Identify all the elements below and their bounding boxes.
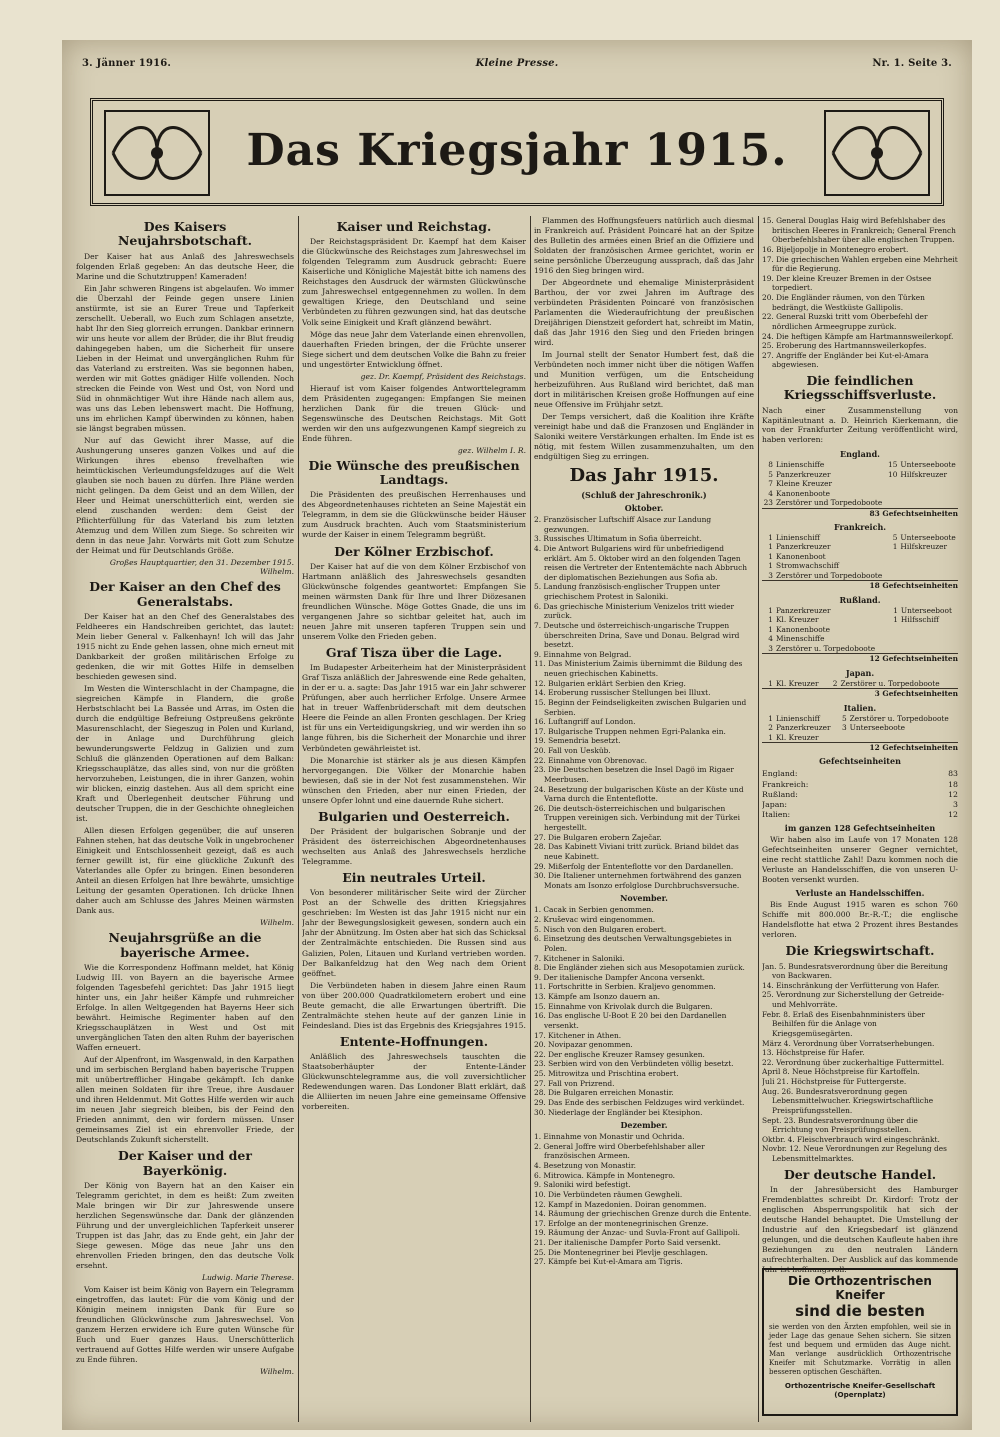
table-cell: Linienschiff [776,533,820,542]
table-row [762,625,958,634]
newspaper-page [62,40,972,1430]
table-cell [901,644,958,654]
table-cell: Zerstörer u. Torpedoboote [840,678,940,688]
list-item: 16. Das englische U-Boot E 20 bei den Dardanellen versenkt. [534,1011,727,1030]
table-cell: Zerstörer u. Torpedoboote [849,713,949,723]
table-cell [886,552,900,561]
table-total-row [762,654,958,664]
table-cell: 12 [948,809,958,819]
list-item: 9. Saloniki wird befestigt. [534,1180,631,1190]
table-cell: Unterseeboote [849,723,906,733]
list-item: 14. Räumung der griechischen Grenze durch die Entente. [534,1209,752,1219]
column-rule [530,216,531,1422]
table-cell: 2 [832,678,838,688]
table-cell: 1 [893,615,898,625]
table-row [762,644,958,654]
list-item: 16. Bijeljopolje in Montenegro erobert. [762,244,909,254]
article-paragraph: Flammen des Hoffnungsfeuers natürlich auch diesmal in Frankreich auf. Präsident Poincaré hat an der Spitze des Bulletin des armées einen Brief an die Offiziere und Soldaten der französischen Armee gerichtet, worin er seine persönliche Überzeugung aussprach, daß das Jahr 1916 den Sieg bringen wird. [534,216,754,276]
list-item: 29. Mißerfolg der Ententeflotte vor den Dardanellen. [534,861,734,871]
list-item: 20. Fall von Uesküb. [534,746,611,756]
page-title: Das Kriegsjahr 1915. [246,125,788,176]
list-item: 30. Die Italiener unternehmen fortwährend des ganzen Monats am Isonzo erfolglose Durchbruchsversuche. [534,871,742,890]
table-cell [886,561,900,570]
article-paragraph: Nach einer Zusammenstellung von Kapitänleutnant a. D. Heinrich Kierkemann, die von der Frankfurter Zeitung veröffentlicht wird, haben verloren: [762,405,958,445]
article-paragraph: Ein Jahr schweren Ringens ist abgelaufen. Wo immer die Überzahl der Feinde gegen unsere Linien anstürmte, ist sie an Eurer Treue und Tapferkeit zerschellt. Ueberall, wo Euch zum Schlagen ansetzte, habt Ihr den Sieg glorreich errungen. Dankbar erinnern wir uns heute vor allem der Brüder, die ihr Blut freudig dahingegeben haben, um die Sicherheit für unsere Lieben in der Heimat und unvergänglichen Ruhm für das Vaterland zu erstreiten. Was sie begonnen haben, werden wir mit Gottes gnädiger Hilfe vollenden. Noch strecken die Feinde von West und Ost, von Nord und Süd in ohnmächtiger Wut ihre Hände nach allem aus, was uns das Leben lebenswert macht. Die Hoffnung, uns im ehrlichen Kampf überwinden zu können, haben sie längst begraben müssen. [76,283,294,434]
table-cell: Kleine Kreuzer [776,479,833,489]
table-cell [901,625,958,634]
table-cell: 1 [768,533,773,542]
table-cell: 2 [768,723,773,733]
list-item: Novbr. 12. Neue Verordnungen zur Regelung des Lebensmittelmarktes. [762,1144,947,1164]
ad-body: sie werden von den Ärzten empfohlen, weil sie in jeder Lage das genaue Sehen sichern. Sie sitzen fest und bequem und ermüden das Auge nicht. Man verlange ausdrücklich Orthozentrische Kneifer mit Schutzmarke. Vorrätig in allen besseren optischen Geschäften. [769,1323,951,1377]
article-paragraph: Im Westen die Winterschlacht in der Champagne, die siegreichen Kämpfe in Flandern, die große Herbstschlacht bei La Bassée und Arras, im Osten die durch die endgültige Befreiung Ostpreußens gekrönte Masurenschlacht, der Siegeszug in Polen und Kurland, der in Anlage und Durchführung gleich bewunderungswerte Feldzug in Galizien und zum Schluß die glänzenden Operationen auf dem Balkan: Kriegsschauplätze, das alles sind, von nur die größten hervorzuheben, Leistungen, die in ihrer Ganzen, wohin wir blicken, einzig dastehen. Aus all dem spricht eine Kraft und Überlegenheit deutscher Führung und deutscher Truppen, die in der Geschichte ohnegleichen ist. [76,684,294,824]
article-paragraph: Der Präsident der bulgarischen Sobranje und der Präsident des österreichischen Abgeordnetenhauses wechselten aus Anlaß des Jahreswechsels herzliche Telegramme. [302,826,526,867]
list-item: 23. Serbien wird von den Verbündeten völlig besetzt. [534,1059,734,1069]
table-cell: 15 [888,460,898,470]
column-1 [76,216,294,1422]
list-item: 15. Beginn der Feindseligkeiten zwischen Bulgarien und Serbien. [534,697,747,717]
table-cell: 1 [768,542,773,552]
article-paragraph: Der Temps versichert, daß die Koalition ihre Kräfte vereinigt habe und daß die Franzosen und Engländer in Saloniki weitere Verstärkungen erhalten. Im Ende ist es nötig, mit festem Willen zusammenzuhalten, um den endgültigen Sieg zu erringen. [534,412,754,462]
table-cell: Kanonenboot [776,551,826,561]
article-paragraph: Allen diesen Erfolgen gegenüber, die auf unseren Fahnen stehen, hat das deutsche Volk in ungebrochener Einigkeit und Entschlossenheit gezeigt, daß es auch ferner gewillt ist, für eine glückliche Zukunft des Vaterlandes alle Opfer zu bringen. Einen besonderen Anteil an diesen Erfolgen hat Ihre bewährte, umsichtige Leitung der gesamten Operationen. Ich drücke Ihnen daher auch am Schlusse des Jahres Meinen wärmsten Dank aus. [76,826,294,916]
table-row [762,769,958,779]
table-row [762,489,958,498]
table-cell: Stromwachschiff [776,561,839,571]
list-item: 22. General Ruzski tritt vom Oberbefehl der nördlichen Armeegruppe zurück. [762,312,928,331]
ad-subtitle: sind die besten [795,1302,925,1320]
table-row [762,561,958,570]
table-total: 18 Gefechtseinheiten [762,581,958,591]
list-item: 6. Mitrowica. Kämpfe in Montenegro. [534,1170,676,1180]
table-cell: England: [762,769,798,779]
signature: gez. Dr. Kaempf, Präsident des Reichstags. [360,371,526,381]
article-paragraph: Der Kaiser hat aus Anlaß des Jahreswechsels folgenden Erlaß gegeben: An das deutsche Heer, die Marine und die Schutztruppen! Kameraden! [76,251,294,281]
table-cell: 1 [768,713,773,723]
table-total: 3 Gefechtseinheiten [762,689,958,699]
table-cell: Hilfskreuzer [900,542,948,552]
table-cell [887,644,901,654]
list-item: April 8. Neue Höchstpreise für Kartoffeln. [762,1067,920,1077]
month-heading: November. [620,893,668,904]
article-paragraph: Die Verbündeten haben in diesem Jahre einen Raum von über 200.000 Quadratkilometern erobert und eine Beute gemacht, die alle Erwartungen übertrifft. Die Zentralmächte stehen heute auf der ganzen Linie in Feindesland. Dies ist das Ergebnis des Kriegsjahres 1915. [302,980,526,1030]
list-item: 22. Einnahme von Obrenovac. [534,755,647,765]
chronicle-list [762,216,958,370]
ship-loss-table [762,533,958,591]
list-item: Febr. 8. Erlaß des Eisenbahnministers über Beihilfen für die Anlage von Kriegsgemüsegärten. [762,1009,925,1038]
ship-loss-table [762,460,958,518]
ornament-icon [823,109,931,197]
table-cell: Zerstörer und Torpedoboote [776,498,883,508]
list-item: 12. Bulgarien erklärt Serbien den Krieg. [534,678,686,688]
signature: Ludwig. Marie Therese. [201,1273,294,1283]
list-item: Oktbr. 4. Fleischverbrauch wird eingeschränkt. [762,1134,940,1144]
table-cell: Unterseeboot [900,605,952,615]
article-heading: Der Kölner Erzbischof. [334,543,494,559]
table-cell: Japan: [762,799,788,809]
table-row [762,498,958,508]
article-paragraph: Die Präsidenten des preußischen Herrenhauses und des Abgeordnetenhauses richteten an Seine Majestät ein Telegramm, in dem sie die Glückwünsche beider Häuser zum Ausdruck brachten. Auch vom Staatsministerium wurde der Kaiser in einem Telegramm begrüßt. [302,490,526,540]
table-row [762,800,958,810]
table-row [762,533,958,542]
article-heading: Der Kaiser an den Chef des Generalstabs. [89,579,281,609]
table-cell: Zerstörer und Torpedoboote [776,570,883,580]
list-item: 17. Die griechischen Wahlen ergeben eine Mehrheit für die Regierung. [762,254,958,274]
article-paragraph: Im Budapester Arbeiterheim hat der Ministerpräsident Graf Tisza anläßlich der Jahreswende eine Rede gehalten, in der er u. a. sagte: Das Jahr 1915 war ein Jahr schwerer Prüfungen, aber auch herrlicher Erfolge. Unsere Armee hat in treuer Waffenbrüderschaft mit dem deutschen Heere die Feinde an allen Fronten geschlagen. Der Krieg ist für uns ein Verteidigungskrieg, und wir werden ihn so lange führen, bis die Sicherheit der Monarchie und ihrer Verbündeten gewährleistet ist. [302,663,526,753]
masthead [90,98,944,206]
article-paragraph: Vom Kaiser ist beim König von Bayern ein Telegramm eingetroffen, das lautet: Für die vom König und der Königin meinem innigsten Dank für Eure so freundlichen Glückwünsche zum Jahreswechsel. Von ganzem Herzen erwidere ich Eure guten Wünsche für Euch und Euer ganzes Haus. Unerschütterlich vertrauend auf Gottes Hilfe werden wir unsere Aufgabe zu Ende führen. [76,1285,294,1365]
article-heading: Der Kaiser und der Bayerkönig. [118,1148,252,1178]
list-item: 25. Eroberung des Hartmannsweilerkopfes. [762,341,927,351]
table-cell [886,571,900,581]
ornament-icon [103,109,211,197]
issue-number: Nr. 1. Seite 3. [872,58,952,69]
list-item: 6. Das griechische Ministerium Venizelos tritt wieder zurück. [534,601,734,621]
column-rule [298,216,299,1422]
list-item: 22. Verordnung über zuckerhaltige Futtermittel. [762,1057,945,1067]
article-heading: Des Kaisers Neujahrsbotschaft. [118,219,252,249]
table-cell: 23 [763,498,773,508]
table-cell [900,561,958,570]
list-item: 5. Nisch von den Bulgaren erobert. [534,924,667,934]
list-item: 3. Russisches Ultimatum in Sofia überreicht. [534,534,702,544]
list-item: 27. Kämpfe bei Kut-el-Amara am Tigris. [534,1257,683,1267]
article-paragraph: Die Monarchie ist stärker als je aus diesen Kämpfen hervorgegangen. Die Völker der Monarchie haben bewiesen, daß sie in der Not fest zusammenstehen. Wir wünschen den Frieden, aber nur einen Frieden, der unsere Opfer lohnt und eine dauernde Ruhe sichert. [302,755,526,805]
article-paragraph: Von besonderer militärischer Seite wird der Zürcher Post an der Schwelle des dritten Kriegsjahres geschrieben: Im Westen ist das Jahr 1915 nicht nur ein Jahr der Bewegungslosigkeit gewesen, sondern auch ein Jahr der Abnützung. Im Osten aber hat sich das Schicksal der Zentralmächte entschieden. Die Russen sind aus Galizien, Polen, Litauen und Kurland vertrieben worden. Der Balkanfeldzug hat den Weg nach dem Orient geöffnet. [302,888,526,978]
table-cell [887,625,901,634]
list-item: 28. Die Bulgaren erreichen Monastir. [534,1088,674,1098]
table-cell: 1 [768,732,773,742]
list-item: 20. Die Engländer räumen, von den Türken bedrängt, die Westküste Gallipolis. [762,293,925,312]
table-row [762,571,958,581]
table-total: 12 Gefechtseinheiten [762,654,958,664]
chronicle-list [534,905,754,1117]
table-cell: Kl. Kreuzer [776,615,819,625]
article-paragraph: Anläßlich des Jahreswechsels tauschten die Staatsoberhäupter der Entente-Länder Glückwunschtelegramme aus, die voll zuversichtlicher Redewendungen waren. Das Londoner Blatt erklärt, daß die Alliierten im neuen Jahre eine gemeinsame Offensive vorbereiten. [302,1052,526,1112]
nation-heading: Italien. [843,702,877,713]
list-item: 26. Die deutsch-österreichischen und bulgarischen Truppen vereinigen sich. Verbindung mit der Türkei hergestellt. [534,803,740,833]
table-cell: Panzerkreuzer [776,542,831,552]
economy-list [762,962,958,1164]
table-cell [900,498,958,508]
article-heading: Die feindlichen Kriegsschiffsverluste. [783,373,937,403]
list-item: 7. Kitchener in Saloniki. [534,953,625,963]
list-item: 14. Eroberung russischer Stellungen bei Illuxt. [534,688,711,698]
list-item: 19. Der kleine Kreuzer Bremen in der Ostsee torpediert. [762,273,932,293]
table-row [762,606,958,615]
table-cell: 1 [768,605,773,615]
list-item: 29. Das Ende des serbischen Feldzuges wird verkündet. [534,1097,745,1107]
ship-loss-table [762,714,958,753]
list-item: 1. Cacak in Serbien genommen. [534,905,654,915]
table-cell: 10 [888,469,898,479]
list-item: 30. Niederlage der Engländer bei Ktesiphon. [534,1107,703,1117]
table-row [762,810,958,820]
list-item: 25. Die Montenegriner bei Plevlje geschlagen. [534,1247,708,1257]
list-item: März 4. Verordnung über Vorratserhebungen. [762,1038,935,1048]
table-cell: 7 [768,479,773,489]
list-item: 2. Kruševac wird eingenommen. [534,915,656,925]
list-item: 6. Einsetzung des deutschen Verwaltungsgebietes in Polen. [534,934,732,953]
subheading: Verluste an Handelsschiffen. [795,888,925,899]
advertisement [762,1268,958,1416]
table-cell [900,479,958,488]
table-cell: Rußland: [762,789,798,799]
article-heading: Graf Tisza über die Lage. [325,645,503,660]
article-paragraph: Der Kaiser hat auf die von dem Kölner Erzbischof von Hartmann anläßlich des Jahreswechsels gesandten Glückwünsche folgendes geantwortet: Empfangen Sie meinen wärmsten Dank für Ihre und Ihrer Diözesanen freundlichen Wünsche. Möge Gottes Gnade, die uns im vergangenen Jahre so sichtbar geleitet hat, auch im neuen Jahre mit unseren tapferen Truppen sein und unserem Volke den Frieden geben. [302,561,526,641]
table-row [762,479,958,488]
nation-heading: Rußland. [839,594,881,605]
list-item: 25. Verordnung zur Sicherstellung der Getreide- und Mehlvorräte. [762,990,945,1010]
list-item: 7. Deutsche und österreichisch-ungarische Truppen überschreiten Drina, Save und Donau. Belgrad wird besetzt. [534,620,740,650]
table-row [762,714,958,723]
list-item: 15. Einnahme von Krivolak durch die Bulgaren. [534,1001,713,1011]
list-item: 13. Höchstpreise für Hafer. [762,1048,865,1058]
ship-loss-table [762,606,958,664]
article-paragraph: Wir haben also im Laufe von 17 Monaten 128 Gefechtseinheiten unserer Gegner vernichtet, eine recht stattliche Zahl! Dazu kommen noch die Verluste an Handelsschiffen, die von unseren U-Booten versenkt wurden. [762,835,958,885]
month-heading: Dezember. [620,1120,668,1131]
table-row [762,634,958,643]
list-item: 16. Luftangriff auf London. [534,717,636,727]
table-cell: Panzerkreuzer [776,723,831,733]
article-paragraph: In der Jahresübersicht des Hamburger Fremdenblattes schreibt Dr. Kirdorf: Trotz der englischen Absperrungspolitik hat sich der deutsche Handel behauptet. Die Umstellung der Industrie auf den Kriegsbedarf ist glänzend gelungen, und die deutschen Kaufleute haben ihre Beziehungen zu den neutralen Ländern aufrechterhalten. Der Ausblick auf das kommende Jahr ist hoffnungsvoll. [762,1185,958,1275]
article-paragraph: Der Abgeordnete und ehemalige Ministerpräsident Barthou, der vor zwei Jahren im Auftrage des verbündeten Präsidenten Poincaré von französischen Parlamenten die Wiederaufrichtung der preußischen Dreijährigen Dienstzeit gefordert hat, schreibt im Matin, daß das Jahr 1916 den Sieg und den Frieden bringen wird. [534,278,754,348]
list-item: 27. Angriffe der Engländer bei Kut-el-Amara abgewiesen. [762,350,929,370]
article-paragraph: Möge das neue Jahr dem Vaterlande einen ehrenvollen, dauerhaften Frieden bringen, der die Früchte unserer Siege sichert und dem deutschen Volke die Bahn zu freier und ungestörter Entwicklung öffnet. [302,329,526,369]
table-cell: 1 [768,561,773,571]
article-heading: Kaiser und Reichstag. [336,219,492,234]
table-row [762,460,958,469]
list-item: 13. Kämpfe am Isonzo dauern an. [534,992,661,1002]
table-cell: 1 [893,605,898,615]
table-cell: Italien: [762,809,791,819]
table-cell [887,634,901,643]
table-row [762,733,958,743]
article-heading: Ein neutrales Urteil. [342,870,486,886]
table-cell: 3 [768,570,773,580]
list-item: 14. Einschränkung der Verfütterung von Hafer. [762,980,940,990]
list-item: 25. Mitrowitza und Prischtina erobert. [534,1069,679,1079]
table-cell: Minenschiffe [776,634,825,644]
table-cell: Frankreich: [762,779,809,789]
table-cell: Linienschiff [776,713,820,723]
table-cell: 4 [768,634,773,644]
table-row [762,679,958,689]
table-row [762,780,958,790]
table-cell: Unterseeboote [900,460,956,470]
table-cell: Kl. Kreuzer [776,678,819,688]
column-2 [302,216,526,1422]
columns [76,216,958,1422]
list-item: Juli 21. Höchstpreise für Futtergerste. [762,1077,907,1087]
table-total-row [762,581,958,591]
list-item: Sept. 23. Bundesratsverordnung über die Errichtung von Preisprüfungsstellen. [762,1115,918,1135]
table-cell [900,552,958,561]
column-rule [758,216,759,1422]
table-row [762,552,958,561]
table-cell: Hilfsschiff [900,615,939,625]
chronicle-heading: Das Jahr 1915. [569,465,719,487]
table-row [762,542,958,551]
list-item: 15. General Douglas Haig wird Befehlshaber des britischen Heeres in Frankreich; General French Oberbefehlshaber über alle englischen Truppen. [762,216,956,245]
table-total-row [762,508,958,518]
ship-loss-table [762,679,958,699]
table-cell [901,634,958,643]
table-cell: 1 [768,615,773,625]
table-cell: 3 [953,799,958,809]
running-head [82,58,952,76]
list-item: 24. Die heftigen Kämpfe am Hartmannsweilerkopf. [762,331,954,341]
table-cell: 1 [768,678,773,688]
signature: Wilhelm. [260,918,294,928]
table-cell: 5 [841,713,847,723]
table-cell [900,571,958,581]
list-item: 24. Besetzung der bulgarischen Küste an der Küste und Varna durch die Ententeflotte. [534,784,744,804]
article-heading: Entente-Hoffnungen. [339,1033,489,1049]
table-cell [900,489,958,498]
table-cell: Unterseeboote [900,533,956,542]
article-heading: Die Wünsche des preußischen Landtags. [308,457,520,488]
table-cell: Hilfskreuzer [900,469,948,479]
list-item: 27. Die Bulgaren erobern Zaječar. [534,832,662,842]
table-total: 83 Gefechtseinheiten [762,508,958,518]
list-item: 23. Die Deutschen besetzen die Insel Dagö im Rigaer Meerbusen. [534,765,734,784]
column-3 [534,216,754,1422]
article-paragraph: Der Kaiser hat an den Chef des Generalstabes des Feldheeres ein Handschreiben gerichtet, das lautet: Mein lieber General v. Falkenhayn! Ich will das Jahr 1915 nicht zu Ende gehen lassen, ohne mich erneut mit Dankbarkeit der großen militärischen Erfolge zu gedenken, die wir mit Gottes Hilfe in demselben beschieden gewesen sind. [76,611,294,682]
article-paragraph: Der König von Bayern hat an den Kaiser ein Telegramm gerichtet, in dem es heißt: Zum zweiten Male bringen wir Dir zur Jahreswende unsere herzlichen Segenswünsche dar. Dank der glänzenden Führung und der unvergleichlichen Tapferkeit unserer Truppen ist das Jahr, das zu Ende geht, ein Jahr der Siege gewesen. Möge das neue Jahr uns den ehrenvollen Frieden bringen, den das deutsche Volk ersehnt. [76,1181,294,1271]
ad-firm: Orthozentrische Kneifer-Gesellschaft (Opernplatz) [784,1380,936,1399]
nation-heading: England. [840,449,880,460]
article-paragraph: Nur auf das Gewicht ihrer Masse, auf die Aushungerung unseres ganzen Volkes und auf die Wirkungen ihres ebenso frevelhaften wie heimtückischen Verleumdungsfeldzuges auf die Welt glauben sie noch bauen zu dürfen. Ihre Pläne werden nicht gelingen. Da dem Geist und an dem Willen, der Heer und Heimat unerschütterlich eint, werden sie elend zuschanden werden: dem Geist der Pflichterfüllung für das Vaterland bis zum letzten Atemzug und dem Willen zum Siege. So schreiten wir denn in das neue Jahr. Vorwärts mit Gott zum Schutze der Heimat und für Deutschlands Größe. [76,436,294,556]
table-cell: 83 [948,769,958,779]
issue-date: 3. Jänner 1916. [82,58,172,69]
list-item: Aug. 26. Bundesratsverordnung gegen Lebensmittelwucher. Kriegswirtschaftliche Preisprüfungsstellen. [762,1086,934,1115]
table-total-row [762,689,958,699]
table-cell: 5 [768,469,773,479]
list-item: 5. Landung französisch-englischer Truppen unter griechischem Protest in Saloniki. [534,582,721,602]
table-cell: Panzerkreuzer [776,469,831,479]
article-heading: Bulgarien und Oesterreich. [318,808,510,824]
list-item: 17. Bulgarische Truppen nehmen Egri-Palanka ein. [534,726,726,736]
table-cell: Zerstörer u. Torpedoboote [776,643,876,653]
summary-label: Gefechtseinheiten [819,756,901,767]
table-cell: Kanonenboote [776,488,831,498]
list-item: Jan. 5. Bundesratsverordnung über die Bereitung von Backwaren. [762,961,948,981]
table-cell: 12 [948,789,958,799]
list-item: 2. Französischer Luftschiff Alsace zur Landung gezwungen. [534,515,712,534]
list-item: 1. Einnahme von Monastir und Ochrida. [534,1132,685,1142]
table-cell: Kl. Kreuzer [776,732,819,742]
list-item: 17. Erfolge an der montenegrinischen Grenze. [534,1218,709,1228]
table-row [762,470,958,479]
chronicle-list [534,515,754,890]
table-cell [836,733,850,743]
list-item: 17. Kitchener in Athen. [534,1030,622,1040]
list-item: 9. Einnahme von Belgrad. [534,649,632,659]
table-cell [886,489,900,498]
list-item: 2. General Joffre wird Oberbefehlshaber aller französischen Armeen. [534,1141,705,1161]
article-heading: Neujahrsgrüße an die bayerische Armee. [108,930,262,960]
article-paragraph: Bis Ende August 1915 waren es schon 760 Schiffe mit 800.000 Br.-R.-T.; die englische Handelsflotte hat etwa 2 Prozent ihres Bestandes verloren. [762,900,958,940]
table-cell [850,733,958,743]
table-cell: 3 [768,643,773,653]
table-cell [886,479,900,488]
column-4 [762,216,958,1422]
table-cell: 1 [892,542,898,552]
article-paragraph: Wie die Korrespondenz Hoffmann meldet, hat König Ludwig III. von Bayern an die bayerische Armee folgenden Tagesbefehl gerichtet: Das Jahr 1915 liegt hinter uns, ein Jahr heißer Kämpfe und ruhmreicher Erfolge. In allen Weltgegenden hat Bayerns Heer sich bewährt. Heimische Regimenter haben auf den Kriegsschauplätzen in West und Ost mit unvergänglichen Taten den alten Ruhm der bayerischen Waffen erneuert. [76,963,294,1053]
list-item: 8. Die Engländer ziehen sich aus Mesopotamien zurück. [534,963,745,973]
signature: Wilhelm. [260,1367,294,1377]
signature: gez. Wilhelm I. R. [457,445,526,455]
table-cell: 18 [948,779,958,789]
list-item: 19. Räumung der Anzac- und Suvla-Front auf Gallipoli. [534,1228,740,1238]
table-total: 12 Gefechtseinheiten [762,742,958,752]
table-row [762,723,958,732]
list-item: 28. Das Kabinett Viviani tritt zurück. Briand bildet das neue Kabinett. [534,842,739,861]
article-paragraph: Der Reichstagspräsident Dr. Kaempf hat dem Kaiser die Glückwünsche des Reichstages zum Jahreswechsel im folgenden Telegramm zum Ausdruck gebracht: Euere Kaiserliche und Königliche Majestät bitte ich namens des Reichstages den Ausdruck der wärmsten Glückwünsche zum Jahreswechsel entgegennehmen zu wollen. In dem gewaltigen Kriege, den Deutschland und seine Verbündeten zu führen gezwungen sind, hat das deutsche Volk seine Einigkeit und Kraft glänzend bewährt. [302,237,526,327]
list-item: 20. Novipazar genommen. [534,1040,633,1050]
table-cell: 1 [768,551,773,561]
article-heading: Der deutsche Handel. [783,1166,937,1182]
table-total-row [762,742,958,752]
list-item: 9. Der italienische Dampfer Ancona versenkt. [534,972,706,982]
list-item: 10. Die Verbündeten räumen Gewgheli. [534,1189,683,1199]
table-row [762,790,958,800]
list-item: 22. Der englische Kreuzer Ramsey gesunken. [534,1049,705,1059]
summary-total: im ganzen 128 Gefechtseinheiten [784,823,936,834]
list-item: 4. Die Antwort Bulgariens wird für unbefriedigend erklärt. Am 5. Oktober wird an den folgenden Tagen reisen die Vertreter der Ententemächte nach Abbruch der diplomatischen Beziehungen aus Sofia ab. [534,543,748,582]
article-paragraph: Im Journal stellt der Senator Humbert fest, daß die Verbündeten noch immer nicht über die nötigen Waffen und Munition verfügen, um die Entscheidung herbeizuführen. Aus Rußland wird berichtet, daß man dort in militärischen Kreisen große Hoffnungen auf eine neue Offensive im Frühjahr setzt. [534,350,754,410]
article-heading: Die Kriegswirtschaft. [785,943,935,959]
list-item: 4. Besetzung von Monastir. [534,1161,636,1171]
list-item: 19. Semendria besetzt. [534,736,621,746]
list-item: 11. Das Ministerium Zaimis übernimmt die Bildung des neuen griechischen Kabinetts. [534,659,743,679]
article-paragraph: Hierauf ist vom Kaiser folgendes Antworttelegramm dem Präsidenten zugegangen: Empfangen Sie meinen herzlichen Dank für die treuen Glück- und Segenswünsche des Deutschen Reichstags. Mit Gott werden wir den uns aufgezwungenen Kampf siegreich zu Ende führen. [302,383,526,443]
table-cell: Panzerkreuzer [776,605,831,615]
list-item: 11. Fortschritte in Serbien. Kraljevo genommen. [534,982,716,992]
nation-heading: Japan. [845,667,875,678]
signature: Großes Hauptquartier, den 31. Dezember 1915. Wilhelm. [109,558,294,577]
table-row [762,615,958,624]
summary-table [762,769,958,820]
article-paragraph: Auf der Alpenfront, im Wasgenwald, in den Karpathen und im serbischen Bergland haben bayerische Truppen mit unübertrefflicher Hingabe gekämpft. Ich danke allen meinen Soldaten für ihre Treue, ihre Ausdauer und ihren Heldenmut. Mit Gottes Hilfe werden wir auch im neuen Jahr siegreich bleiben, bis der Feind den Frieden annimmt, den wir fordern müssen. Unser gemeinsames Ziel ist ein ehrenvoller Friede, der Deutschlands Zukunft sicherstellt. [76,1055,294,1145]
table-cell: 3 [841,723,847,733]
list-item: 27. Fall von Prizrend. [534,1078,615,1088]
list-item: 12. Kampf in Mazedonien. Doiran genommen. [534,1199,707,1209]
ad-title: Die Orthozentrischen Kneifer [788,1274,932,1302]
table-cell: 4 [768,488,773,498]
table-cell: 1 [768,624,773,634]
list-item: 21. Der italienische Dampfer Porto Said versenkt. [534,1238,721,1248]
chronicle-subheading: (Schluß der Jahreschronik.) [581,490,707,501]
table-cell: Kanonenboote [776,624,831,634]
table-cell: 8 [768,460,773,470]
chronicle-list [534,1132,754,1267]
nation-heading: Frankreich. [833,522,887,532]
paper-name: Kleine Presse. [475,58,559,69]
month-heading: Oktober. [624,503,664,514]
table-cell: 5 [892,533,898,542]
table-cell [886,498,900,508]
table-cell: Linienschiffe [776,460,825,470]
